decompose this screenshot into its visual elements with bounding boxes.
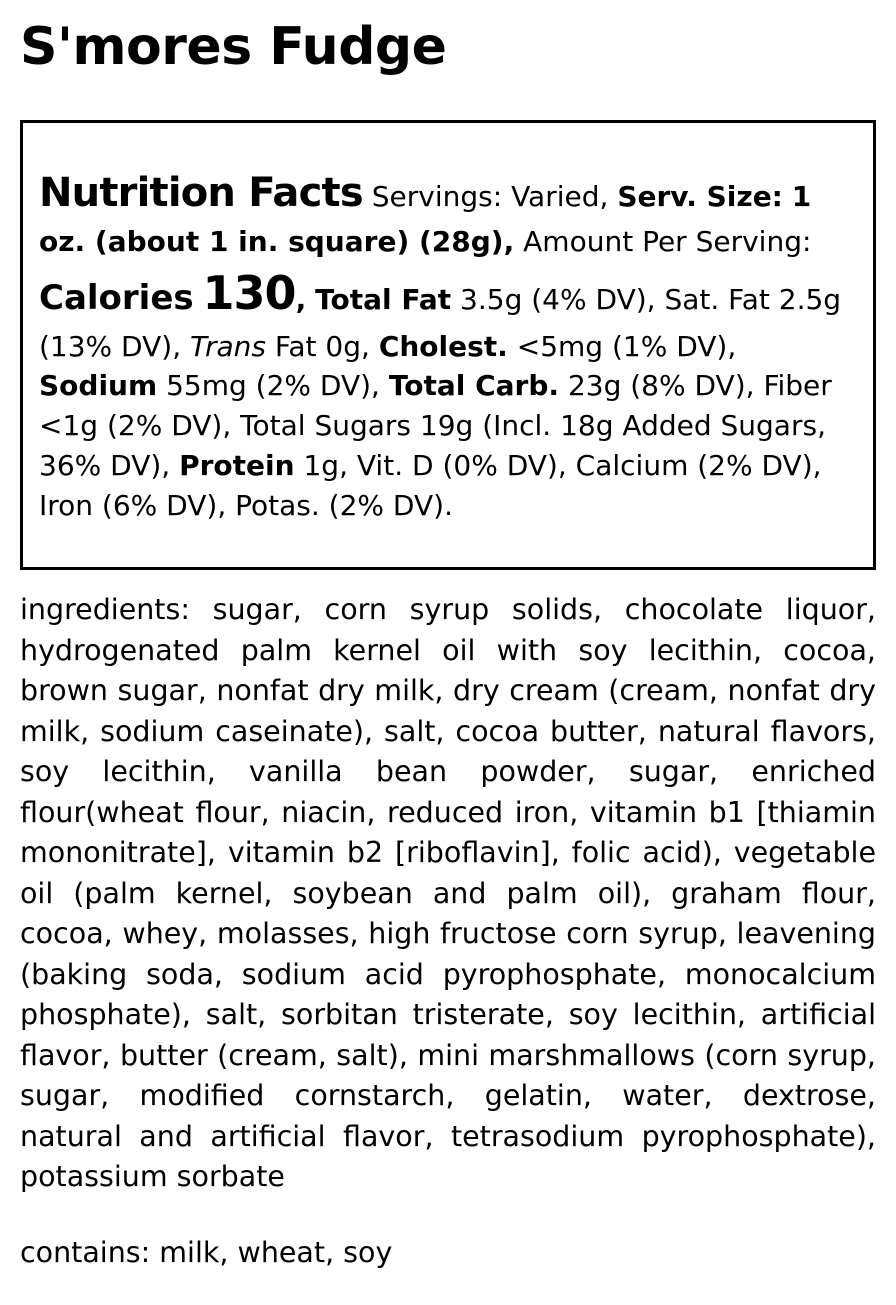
total-fat-label: Total Fat bbox=[315, 283, 452, 317]
nutrition-facts-heading: Nutrition Facts bbox=[39, 169, 363, 216]
total-carb-label: Total Carb. bbox=[388, 369, 560, 403]
nutrition-label-page bbox=[0, 18, 896, 1305]
iron-text: Iron (6% DV), bbox=[39, 488, 227, 522]
servings-label: Servings: bbox=[371, 179, 503, 213]
sat-fat-label: Sat. Fat bbox=[664, 283, 770, 317]
calcium-text: Calcium (2% DV), bbox=[575, 448, 822, 482]
amount-per-serving-label: Amount Per Serving: bbox=[523, 224, 812, 258]
potassium-text: Potas. (2% DV). bbox=[235, 488, 453, 522]
trans-label: Trans bbox=[190, 329, 266, 363]
cholesterol-label: Cholest. bbox=[378, 329, 508, 363]
sat-fat-value: 2.5g (13% DV), bbox=[39, 283, 842, 363]
sodium-value: 55mg (2% DV), bbox=[166, 369, 380, 403]
trans-fat-value: Fat 0g, bbox=[274, 329, 370, 363]
allergen-contains-text: contains: milk, wheat, soy bbox=[20, 1236, 393, 1270]
total-fat-value: 3.5g (4% DV), bbox=[460, 283, 656, 317]
protein-label: Protein bbox=[179, 448, 295, 482]
servings-value: Varied, bbox=[511, 179, 609, 213]
cholesterol-value: <5mg (1% DV), bbox=[516, 329, 737, 363]
total-sugars-text: Total Sugars 19g (Incl. 18g Added Sugars, 36% DV), bbox=[39, 409, 826, 482]
calories-value: 130 bbox=[202, 266, 296, 321]
nutrition-facts-panel bbox=[20, 120, 876, 571]
ingredients-text: ingredients: sugar, corn syrup solids, chocolate liquor, hydrogenated palm kernel oil with soy lecithin, cocoa, brown sugar, nonfat dry milk, dry cream (cream, nonfat dry milk, sodium caseinate), salt, cocoa butter, natural flavors, soy lecithin, vanilla bean powder, sugar, enriched flour(wheat flour, niacin, reduced iron, vitamin b1 [thiamin mononitrate], vitamin b2 [riboflavin], folic acid), vegetable oil (palm kernel, soybean and palm oil), graham flour, cocoa, whey, molasses, high fructose corn syrup, leavening (baking soda, sodium acid pyrophosphate, monocalcium phosphate), salt, sorbitan tristerate, soy lecithin, artificial flavor, butter (cream, salt), mini marshmallows (corn syrup, sugar, modified cornstarch, gelatin, water, dextrose, natural and artificial flavor, tetrasodium pyrophosphate), potassium sorbate bbox=[20, 593, 876, 1193]
serving-size-label: Serv. Size: bbox=[617, 179, 783, 213]
total-carb-value: 23g (8% DV), bbox=[567, 369, 755, 403]
fiber-label: Fiber bbox=[763, 369, 832, 403]
fiber-value: <1g (2% DV), bbox=[39, 409, 232, 443]
calories-label: Calories bbox=[39, 278, 194, 319]
page-title: S'mores Fudge bbox=[20, 17, 447, 77]
serving-size-value: 1 oz. (about 1 in. square) (28g), bbox=[39, 179, 812, 258]
vitamin-d-text: Vit. D (0% DV), bbox=[356, 448, 567, 482]
protein-value: 1g, bbox=[303, 448, 348, 482]
sodium-label: Sodium bbox=[39, 369, 158, 403]
nutrition-facts-text: Nutrition Facts Servings: Varied, Serv. Size: 1 oz. (about 1 in. square) (28g), Amount Per Serving: Calories 130, Total Fat 3.5g (4% DV), Sat. Fat 2.5g (13% DV), Trans Fat 0g, Cholest. <5mg (1% DV), Sodium 55mg (2% DV), Total Carb. 23g (8% DV), Fiber <1g (2% DV), Total Sugars 19g (Incl. 18g Added Sugars, 36% DV), Protein 1g, Vit. D (0% DV), Calcium (2% DV), Iron (6% DV), Potas. (2% DV). bbox=[39, 169, 842, 522]
